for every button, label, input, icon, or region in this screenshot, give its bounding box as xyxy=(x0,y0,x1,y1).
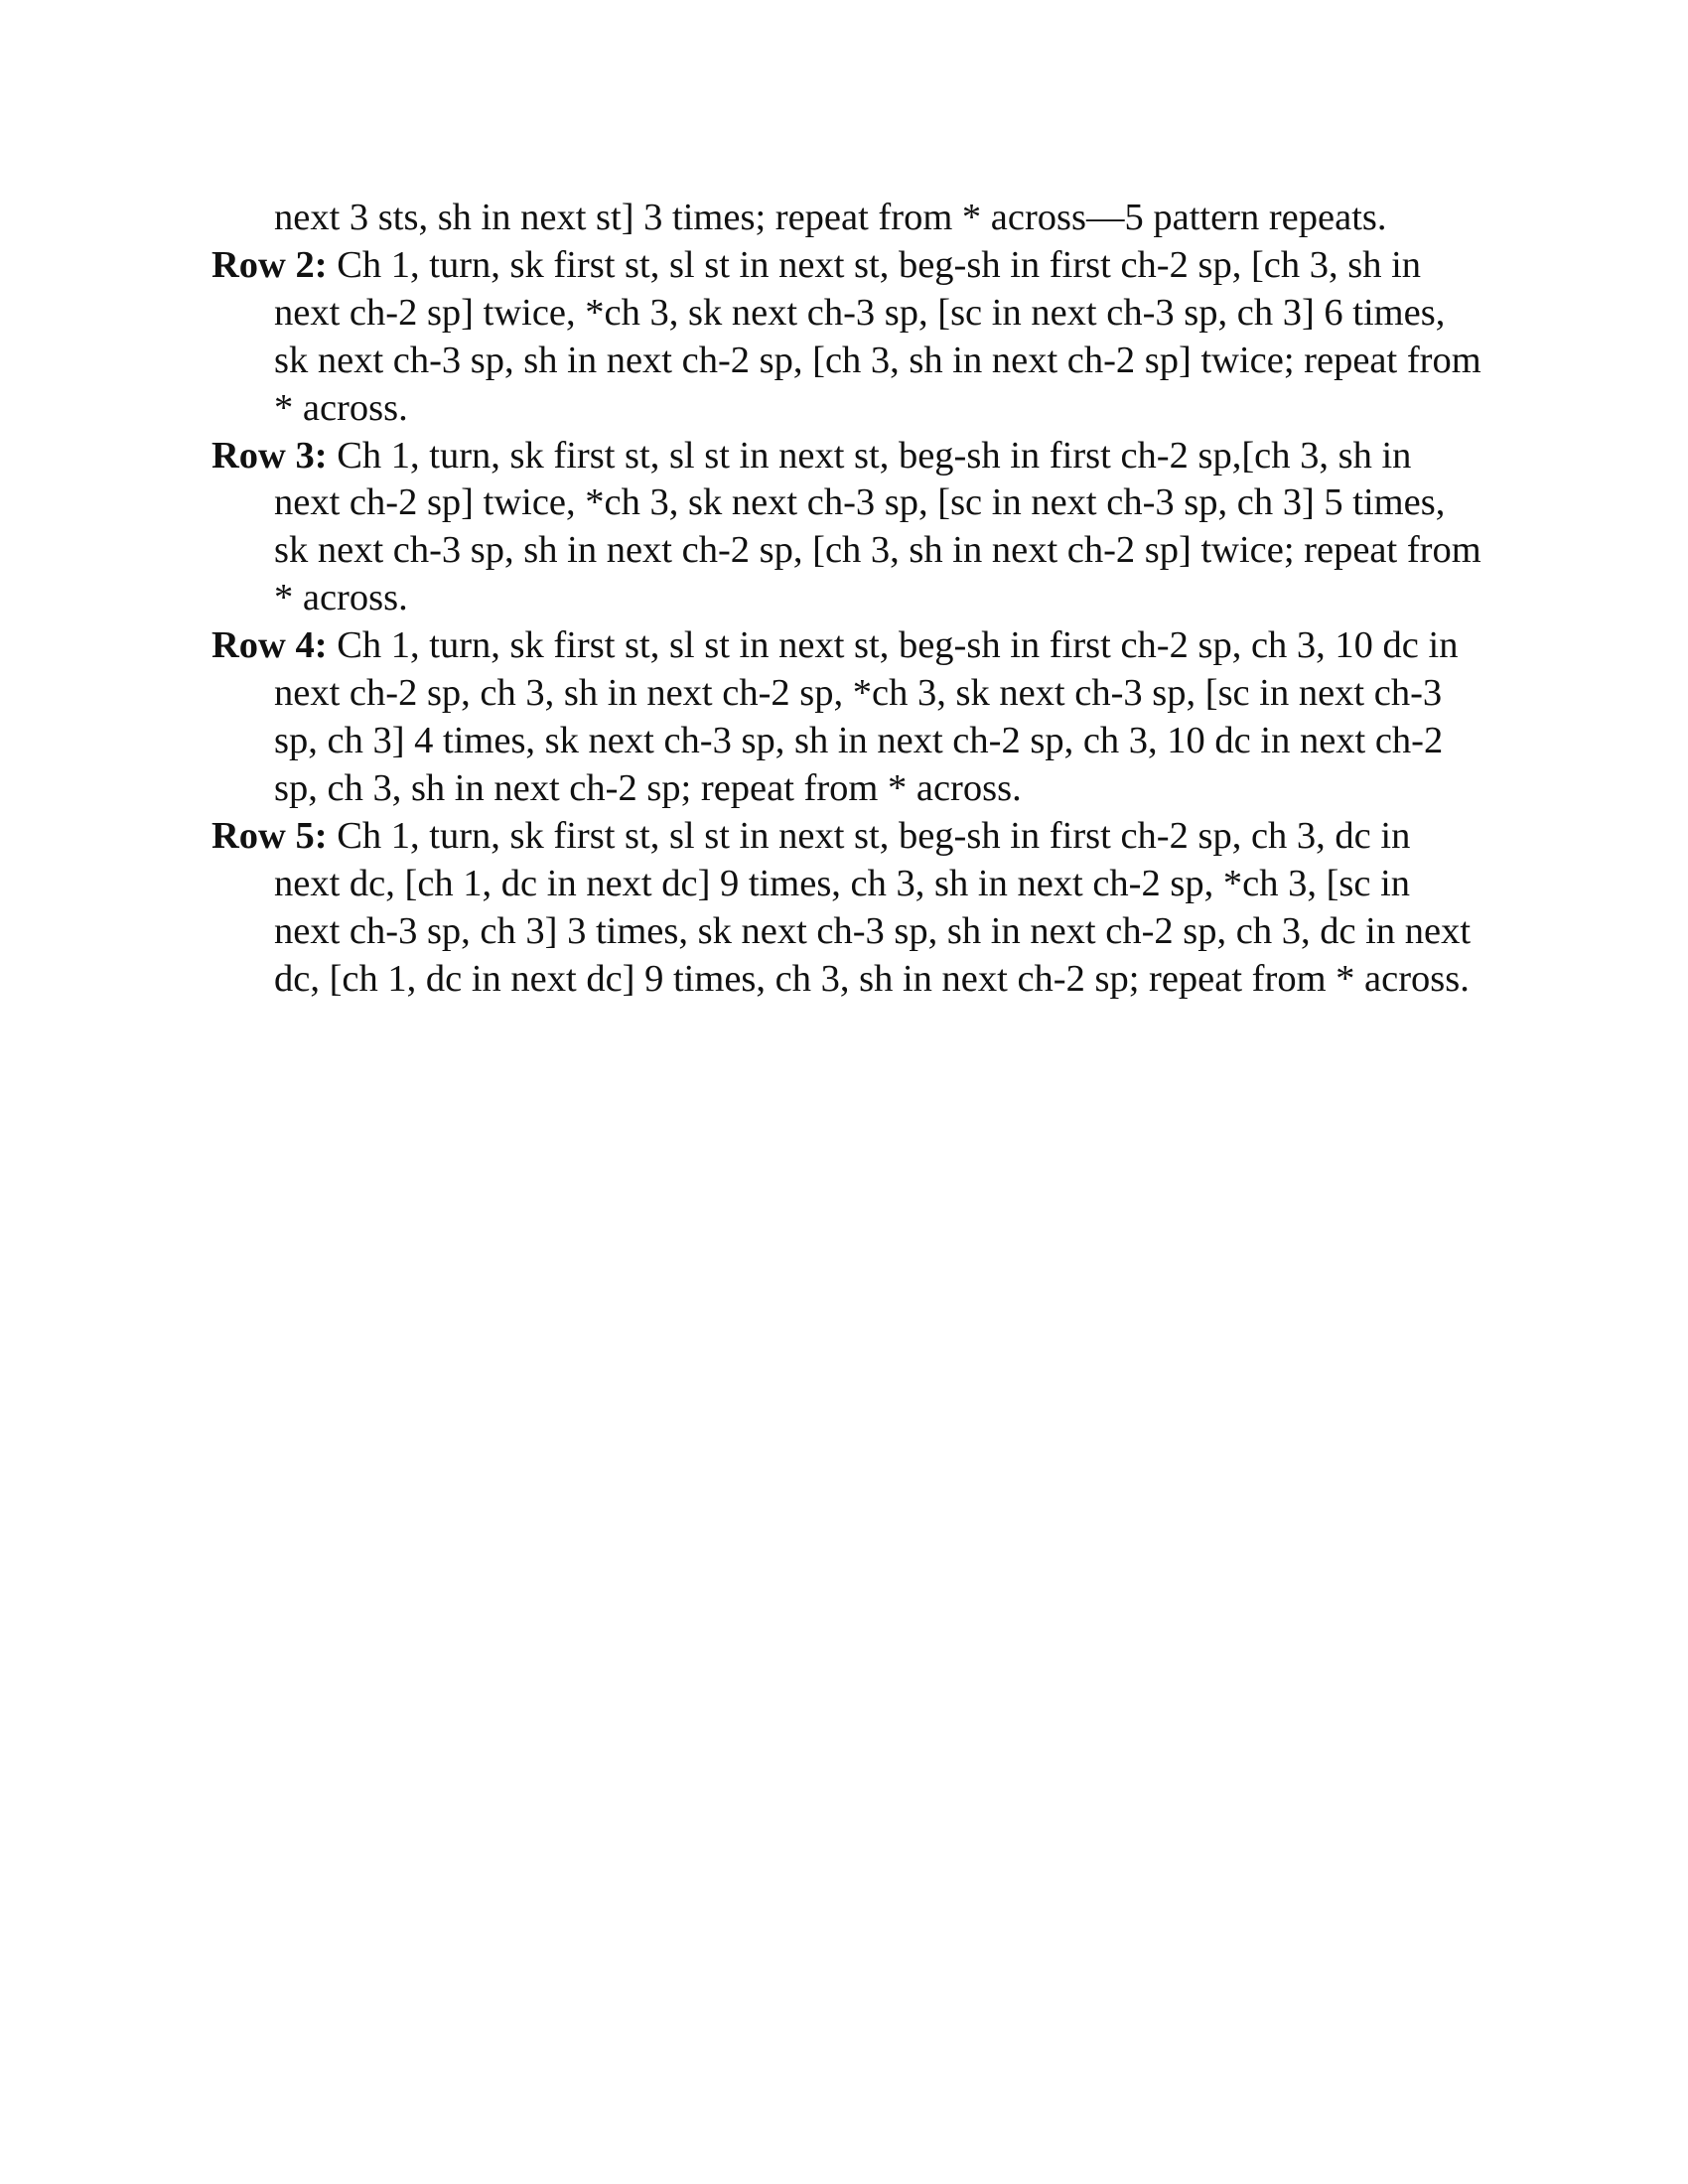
row-3-instruction xyxy=(211,433,1482,623)
row-3-label: Row 3: xyxy=(211,434,328,477)
row-3-text: Ch 1, turn, sk first st, sl st in next st, beg-sh in first ch-2 sp,[ch 3, sh in next ch-2 sp] twice, *ch 3, sk next ch-3 sp, [sc in next ch-3 sp, ch 3] 5 times, sk next ch-3 sp, sh in next ch-2 sp, [ch 3, sh in next ch-2 sp] twice; repeat from * across. xyxy=(274,434,1481,619)
row-5-label: Row 5: xyxy=(211,814,328,857)
row-5-instruction xyxy=(211,813,1482,1004)
row-5-text: Ch 1, turn, sk first st, sl st in next st, beg-sh in first ch-2 sp, ch 3, dc in next dc, [ch 1, dc in next dc] 9 times, ch 3, sh in next ch-2 sp, *ch 3, [sc in next ch-3 sp, ch 3] 3 times, sk next ch-3 sp, sh in next ch-2 sp, ch 3, dc in next dc, [ch 1, dc in next dc] 9 times, ch 3, sh in next ch-2 sp; repeat from * across. xyxy=(274,814,1472,1000)
row-4-instruction xyxy=(211,622,1482,813)
row-2-text: Ch 1, turn, sk first st, sl st in next st, beg-sh in first ch-2 sp, [ch 3, sh in next ch-2 sp] twice, *ch 3, sk next ch-3 sp, [sc in next ch-3 sp, ch 3] 6 times, sk next ch-3 sp, sh in next ch-2 sp, [ch 3, sh in next ch-2 sp] twice; repeat from * across. xyxy=(274,243,1481,429)
row-1-continuation-text: next 3 sts, sh in next st] 3 times; repeat from * across—5 pattern repeats. xyxy=(274,197,1387,238)
row-1-continuation xyxy=(211,195,1482,242)
row-4-text: Ch 1, turn, sk first st, sl st in next st, beg-sh in first ch-2 sp, ch 3, 10 dc in next ch-2 sp, ch 3, sh in next ch-2 sp, *ch 3, sk next ch-3 sp, [sc in next ch-3 sp, ch 3] 4 times, sk next ch-3 sp, sh in next ch-2 sp, ch 3, 10 dc in next ch-2 sp, ch 3, sh in next ch-2 sp; repeat from * across. xyxy=(274,624,1459,809)
pattern-instructions xyxy=(211,195,1482,1003)
row-2-label: Row 2: xyxy=(211,243,328,286)
row-2-instruction xyxy=(211,242,1482,433)
row-4-label: Row 4: xyxy=(211,624,328,667)
